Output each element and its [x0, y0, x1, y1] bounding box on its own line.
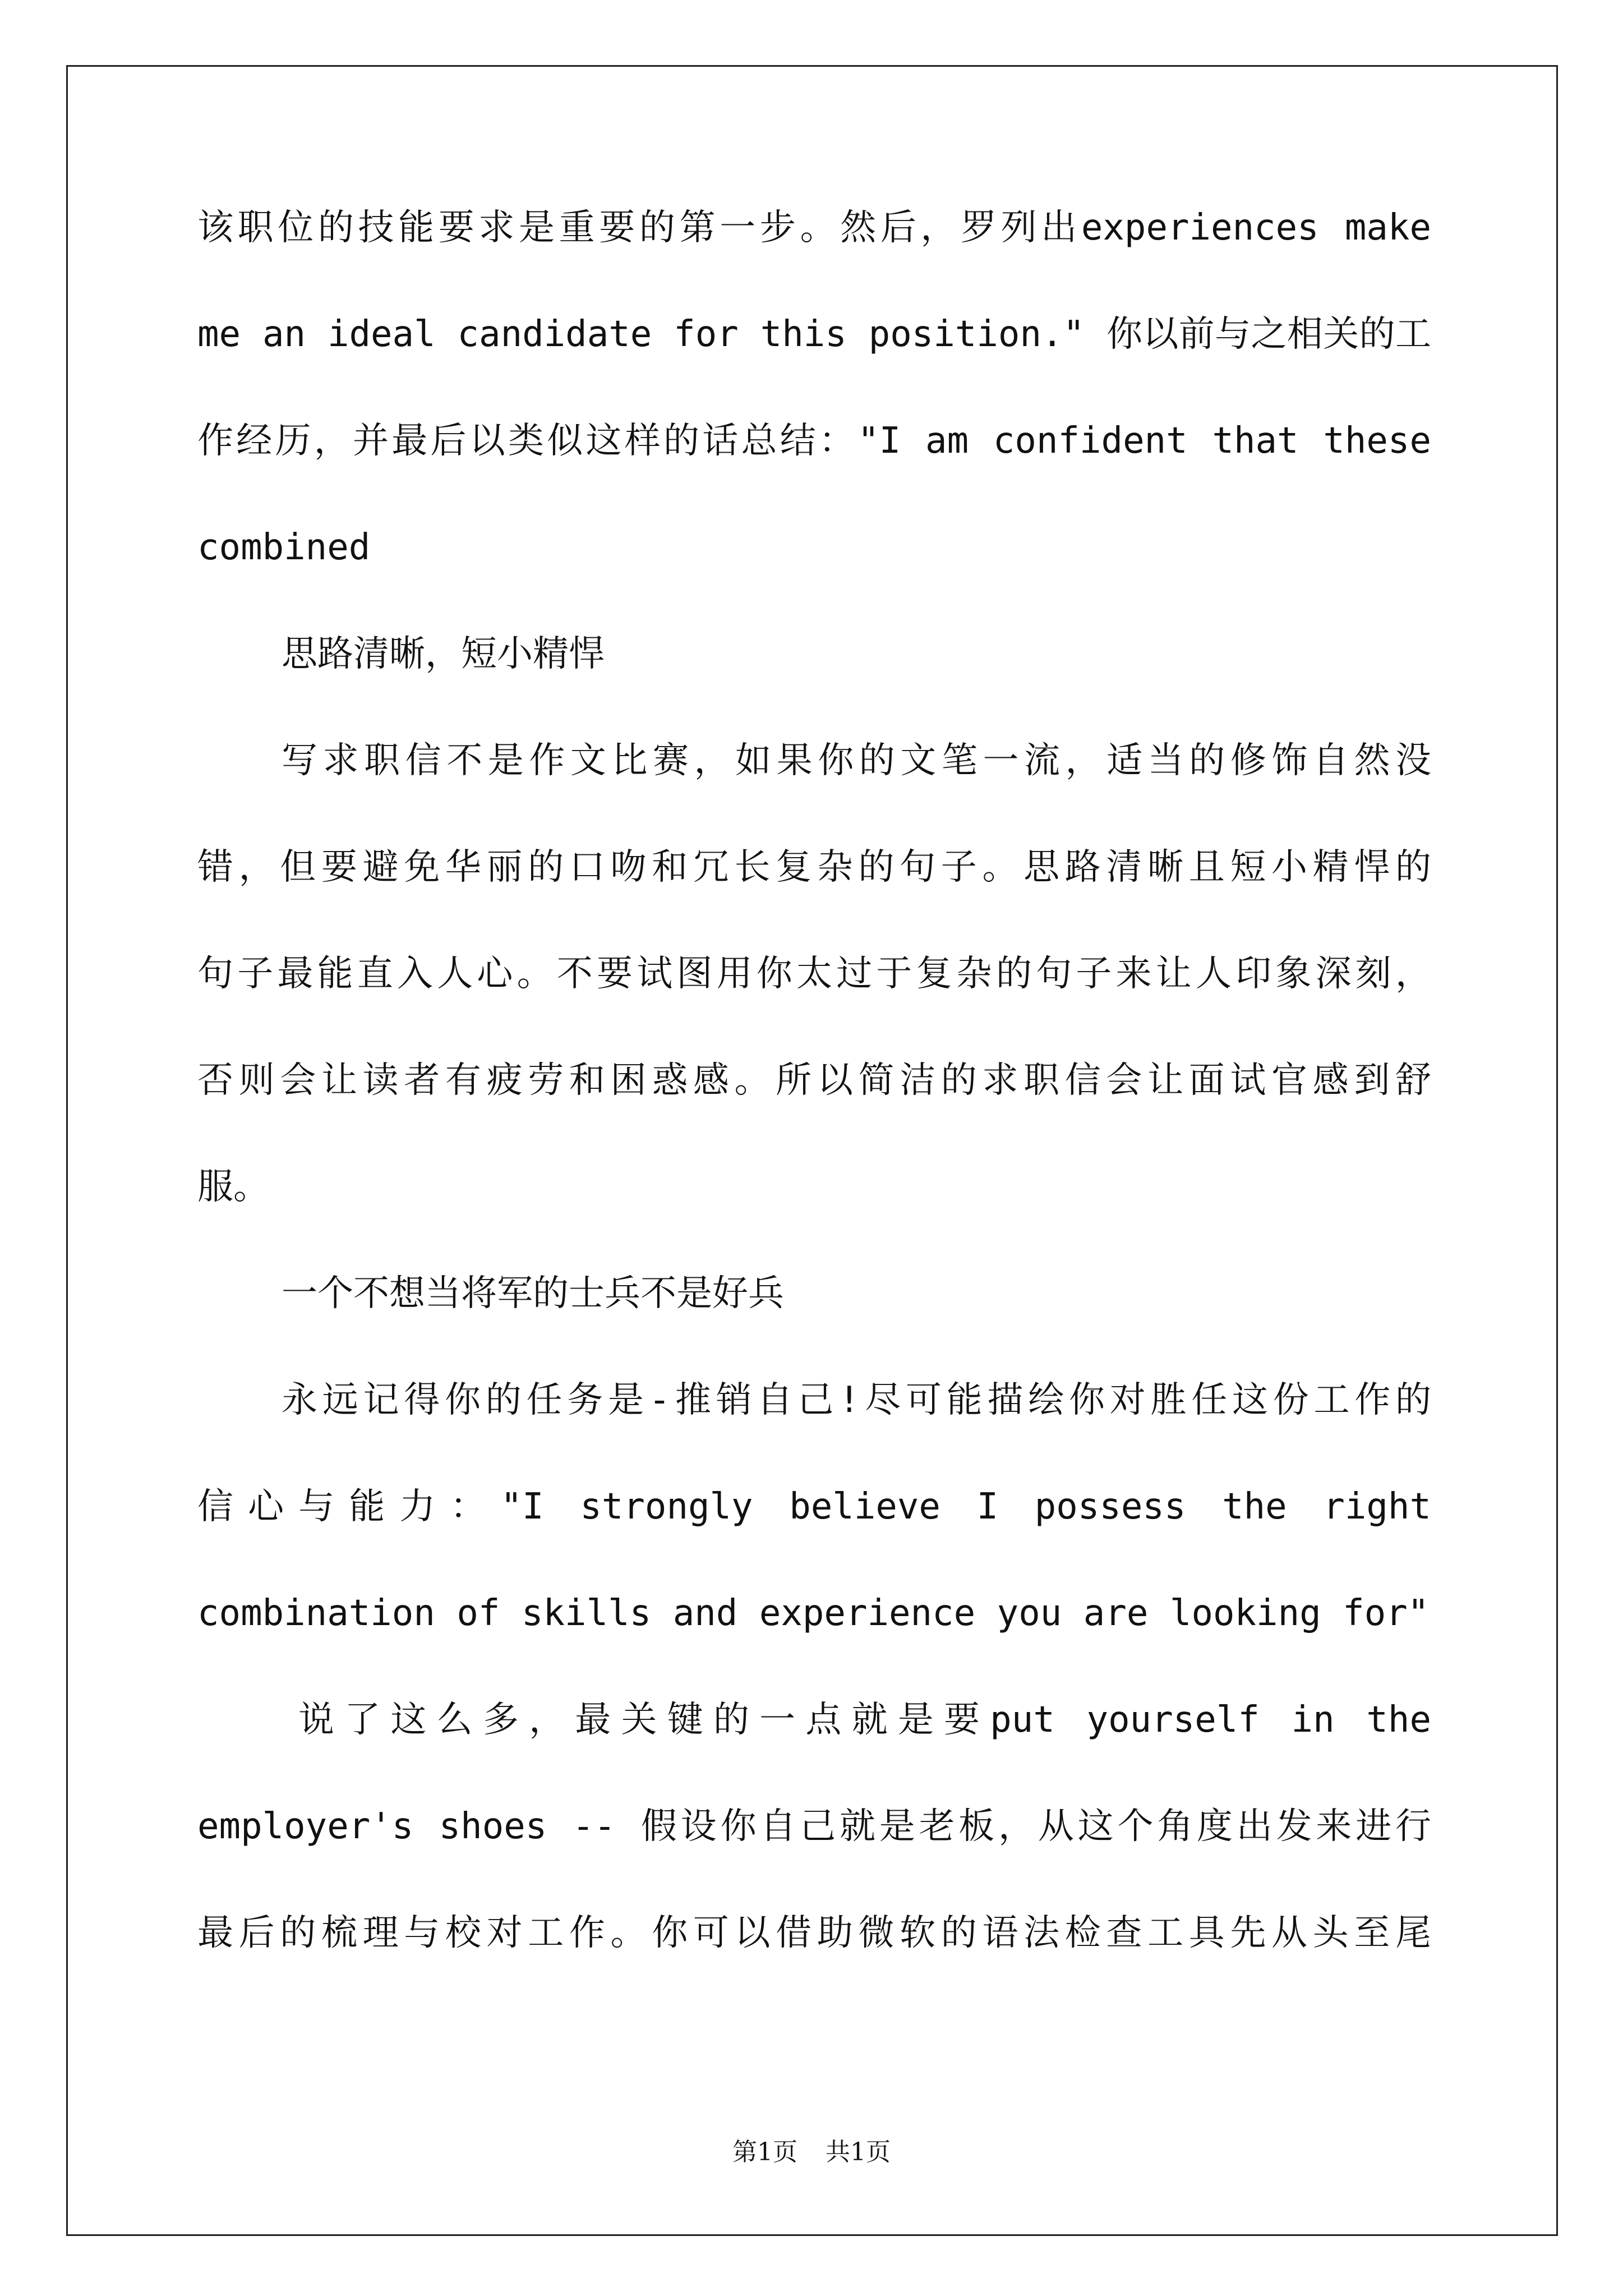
paragraph-line: 服。 [197, 1166, 269, 1208]
paragraph-line: 错，但要避免华丽的口吻和冗长复杂的句子。思路清晰且短小精悍的 [197, 846, 1431, 888]
paragraph-line: 最后的梳理与校对工作。你可以借助微软的语法检查工具先从头至尾 [197, 1912, 1431, 1954]
paragraph-line: employer's shoes -- 假设你自己就是老板，从这个角度出发来进行 [197, 1806, 1431, 1847]
paragraph-line: 否则会让读者有疲劳和困惑感。所以简洁的求职信会让面试官感到舒 [197, 1060, 1431, 1101]
page-footer [0, 2132, 1623, 2168]
section-heading: 一个不想当将军的士兵不是好兵 [282, 1273, 784, 1314]
paragraph-line: combined [197, 527, 371, 568]
paragraph-line: 永远记得你的任务是-推销自己!尽可能描绘你对胜任这份工作的 [282, 1379, 1431, 1421]
paragraph-line: 说了这么多，最关键的一点就是要put yourself in the [298, 1699, 1431, 1741]
paragraph-line: 信心与能力："I strongly believe I possess the right [197, 1486, 1431, 1527]
paragraph-line: 该职位的技能要求是重要的第一步。然后，罗列出experiences make [197, 207, 1431, 249]
paragraph-line: me an ideal candidate for this position." 你以前与之相关的工 [197, 314, 1431, 355]
page-number: 第1页 [732, 2138, 797, 2166]
paragraph-line: combination of skills and experience you are looking for" [197, 1593, 1430, 1634]
paragraph-line: 写求职信不是作文比赛，如果你的文笔一流，适当的修饰自然没 [282, 740, 1431, 781]
paragraph-line: 句子最能直入人心。不要试图用你太过于复杂的句子来让人印象深刻， [197, 953, 1431, 995]
section-heading: 思路清晰，短小精悍 [282, 633, 605, 675]
paragraph-line: 作经历，并最后以类似这样的话总结："I am confident that these [197, 420, 1431, 462]
page-total: 共1页 [826, 2138, 891, 2166]
